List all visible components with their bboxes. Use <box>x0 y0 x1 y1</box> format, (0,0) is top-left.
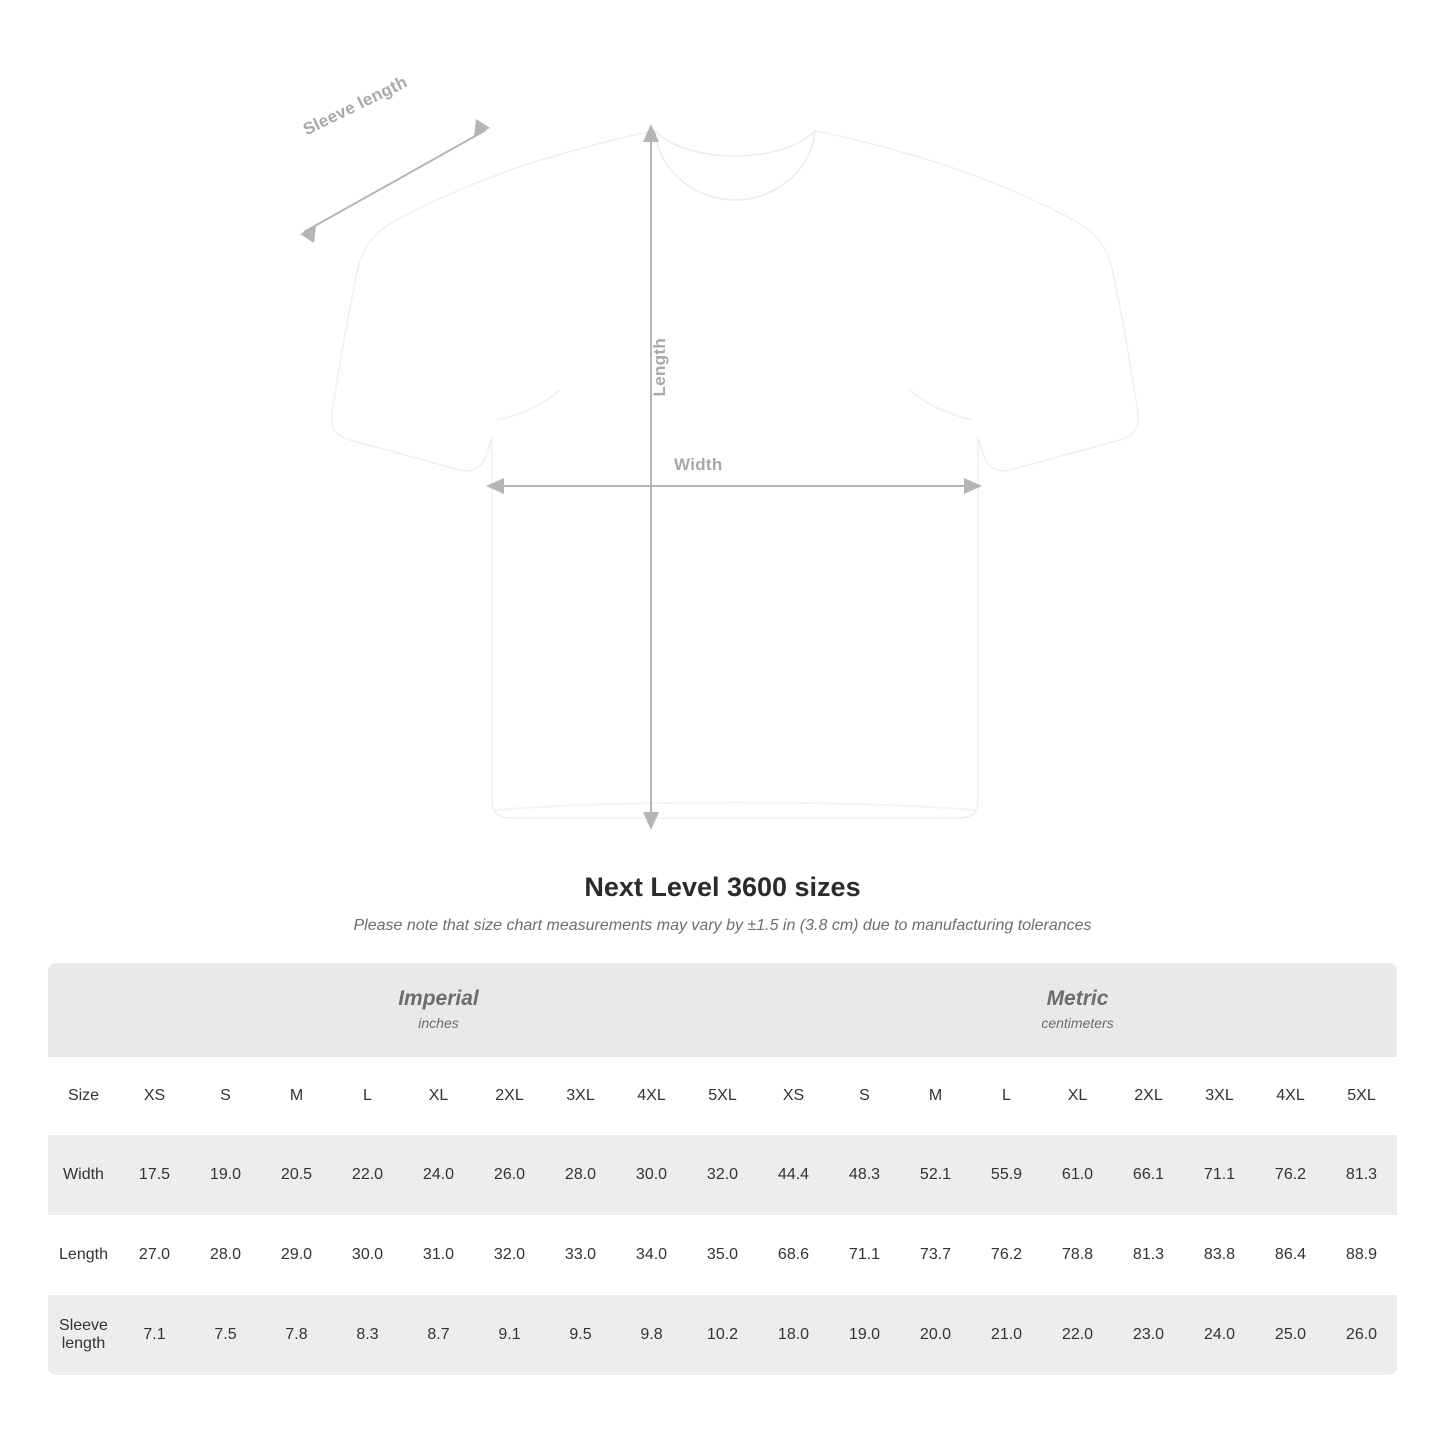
cell-length-imperial-m: 29.0 <box>261 1215 332 1295</box>
size-table-wrapper <box>48 963 1397 1375</box>
cell-width-metric-5xl: 81.3 <box>1326 1135 1397 1215</box>
cell-width-metric-3xl: 71.1 <box>1184 1135 1255 1215</box>
header-imperial-xs: XS <box>119 1057 190 1135</box>
cell-width-metric-2xl: 66.1 <box>1113 1135 1184 1215</box>
cell-sleeve-metric-l: 21.0 <box>971 1295 1042 1375</box>
header-size: Size <box>48 1057 119 1135</box>
cell-sleeve-metric-3xl: 24.0 <box>1184 1295 1255 1375</box>
length-label: Length <box>650 338 669 397</box>
cell-sleeve-imperial-3xl: 9.5 <box>545 1295 616 1375</box>
header-metric-l: L <box>971 1057 1042 1135</box>
header-metric-2xl: 2XL <box>1113 1057 1184 1135</box>
cell-length-imperial-4xl: 34.0 <box>616 1215 687 1295</box>
cell-length-imperial-2xl: 32.0 <box>474 1215 545 1295</box>
size-table <box>48 963 1397 1375</box>
cell-sleeve-imperial-l: 8.3 <box>332 1295 403 1375</box>
cell-length-imperial-xs: 27.0 <box>119 1215 190 1295</box>
header-imperial-xl: XL <box>403 1057 474 1135</box>
header-metric-xl: XL <box>1042 1057 1113 1135</box>
cell-width-metric-m: 52.1 <box>900 1135 971 1215</box>
header-imperial-m: M <box>261 1057 332 1135</box>
header-metric-m: M <box>900 1057 971 1135</box>
row-label-length: Length <box>48 1215 119 1295</box>
cell-sleeve-metric-s: 19.0 <box>829 1295 900 1375</box>
cell-sleeve-imperial-2xl: 9.1 <box>474 1295 545 1375</box>
table-row-sleeve-length <box>48 1295 1397 1375</box>
cell-length-metric-l: 76.2 <box>971 1215 1042 1295</box>
header-imperial-s: S <box>190 1057 261 1135</box>
group-header-imperial <box>119 963 758 1057</box>
cell-sleeve-imperial-s: 7.5 <box>190 1295 261 1375</box>
cell-length-metric-xl: 78.8 <box>1042 1215 1113 1295</box>
cell-sleeve-imperial-4xl: 9.8 <box>616 1295 687 1375</box>
tshirt-shape <box>332 131 1139 818</box>
cell-length-imperial-5xl: 35.0 <box>687 1215 758 1295</box>
cell-sleeve-metric-4xl: 25.0 <box>1255 1295 1326 1375</box>
cell-length-imperial-3xl: 33.0 <box>545 1215 616 1295</box>
cell-width-imperial-3xl: 28.0 <box>545 1135 616 1215</box>
cell-width-imperial-s: 19.0 <box>190 1135 261 1215</box>
group-header-spacer <box>48 963 119 1057</box>
group-metric-unit: centimeters <box>1041 1014 1114 1031</box>
header-imperial-3xl: 3XL <box>545 1057 616 1135</box>
cell-sleeve-metric-5xl: 26.0 <box>1326 1295 1397 1375</box>
cell-length-metric-2xl: 81.3 <box>1113 1215 1184 1295</box>
cell-sleeve-imperial-xl: 8.7 <box>403 1295 474 1375</box>
header-metric-s: S <box>829 1057 900 1135</box>
header-metric-3xl: 3XL <box>1184 1057 1255 1135</box>
cell-length-metric-5xl: 88.9 <box>1326 1215 1397 1295</box>
header-metric-4xl: 4XL <box>1255 1057 1326 1135</box>
width-label: Width <box>674 455 723 474</box>
group-metric-title: Metric <box>1046 986 1109 1010</box>
cell-width-metric-xl: 61.0 <box>1042 1135 1113 1215</box>
cell-length-imperial-l: 30.0 <box>332 1215 403 1295</box>
cell-length-imperial-s: 28.0 <box>190 1215 261 1295</box>
cell-length-metric-4xl: 86.4 <box>1255 1215 1326 1295</box>
cell-length-metric-xs: 68.6 <box>758 1215 829 1295</box>
header-imperial-5xl: 5XL <box>687 1057 758 1135</box>
table-size-header-row <box>48 1057 1397 1135</box>
group-imperial-unit: inches <box>418 1014 459 1031</box>
cell-length-metric-3xl: 83.8 <box>1184 1215 1255 1295</box>
table-group-header-row <box>48 963 1397 1057</box>
cell-width-imperial-5xl: 32.0 <box>687 1135 758 1215</box>
sleeve-length-label: Sleeve length <box>300 72 411 140</box>
cell-width-metric-4xl: 76.2 <box>1255 1135 1326 1215</box>
table-row-length <box>48 1215 1397 1295</box>
cell-sleeve-imperial-xs: 7.1 <box>119 1295 190 1375</box>
table-row-width <box>48 1135 1397 1215</box>
cell-length-metric-m: 73.7 <box>900 1215 971 1295</box>
header-metric-5xl: 5XL <box>1326 1057 1397 1135</box>
page-title: Next Level 3600 sizes <box>584 872 861 902</box>
tolerance-note: Please note that size chart measurements may vary by ±1.5 in (3.8 cm) due to manufacturing tolerances <box>353 917 1092 934</box>
cell-length-imperial-xl: 31.0 <box>403 1215 474 1295</box>
cell-width-metric-s: 48.3 <box>829 1135 900 1215</box>
group-header-metric <box>758 963 1397 1057</box>
row-label-sleeve-length: Sleeve length <box>48 1295 119 1375</box>
title-block <box>0 872 1445 935</box>
cell-sleeve-imperial-m: 7.8 <box>261 1295 332 1375</box>
cell-width-imperial-xl: 24.0 <box>403 1135 474 1215</box>
cell-width-imperial-xs: 17.5 <box>119 1135 190 1215</box>
cell-length-metric-s: 71.1 <box>829 1215 900 1295</box>
cell-width-metric-l: 55.9 <box>971 1135 1042 1215</box>
row-label-width: Width <box>48 1135 119 1215</box>
cell-sleeve-metric-2xl: 23.0 <box>1113 1295 1184 1375</box>
cell-width-imperial-4xl: 30.0 <box>616 1135 687 1215</box>
header-imperial-4xl: 4XL <box>616 1057 687 1135</box>
cell-width-imperial-l: 22.0 <box>332 1135 403 1215</box>
cell-width-imperial-2xl: 26.0 <box>474 1135 545 1215</box>
header-metric-xs: XS <box>758 1057 829 1135</box>
group-imperial-title: Imperial <box>398 986 479 1010</box>
cell-sleeve-metric-xl: 22.0 <box>1042 1295 1113 1375</box>
cell-width-imperial-m: 20.5 <box>261 1135 332 1215</box>
cell-sleeve-metric-xs: 18.0 <box>758 1295 829 1375</box>
cell-sleeve-metric-m: 20.0 <box>900 1295 971 1375</box>
cell-width-metric-xs: 44.4 <box>758 1135 829 1215</box>
header-imperial-2xl: 2XL <box>474 1057 545 1135</box>
cell-sleeve-imperial-5xl: 10.2 <box>687 1295 758 1375</box>
header-imperial-l: L <box>332 1057 403 1135</box>
